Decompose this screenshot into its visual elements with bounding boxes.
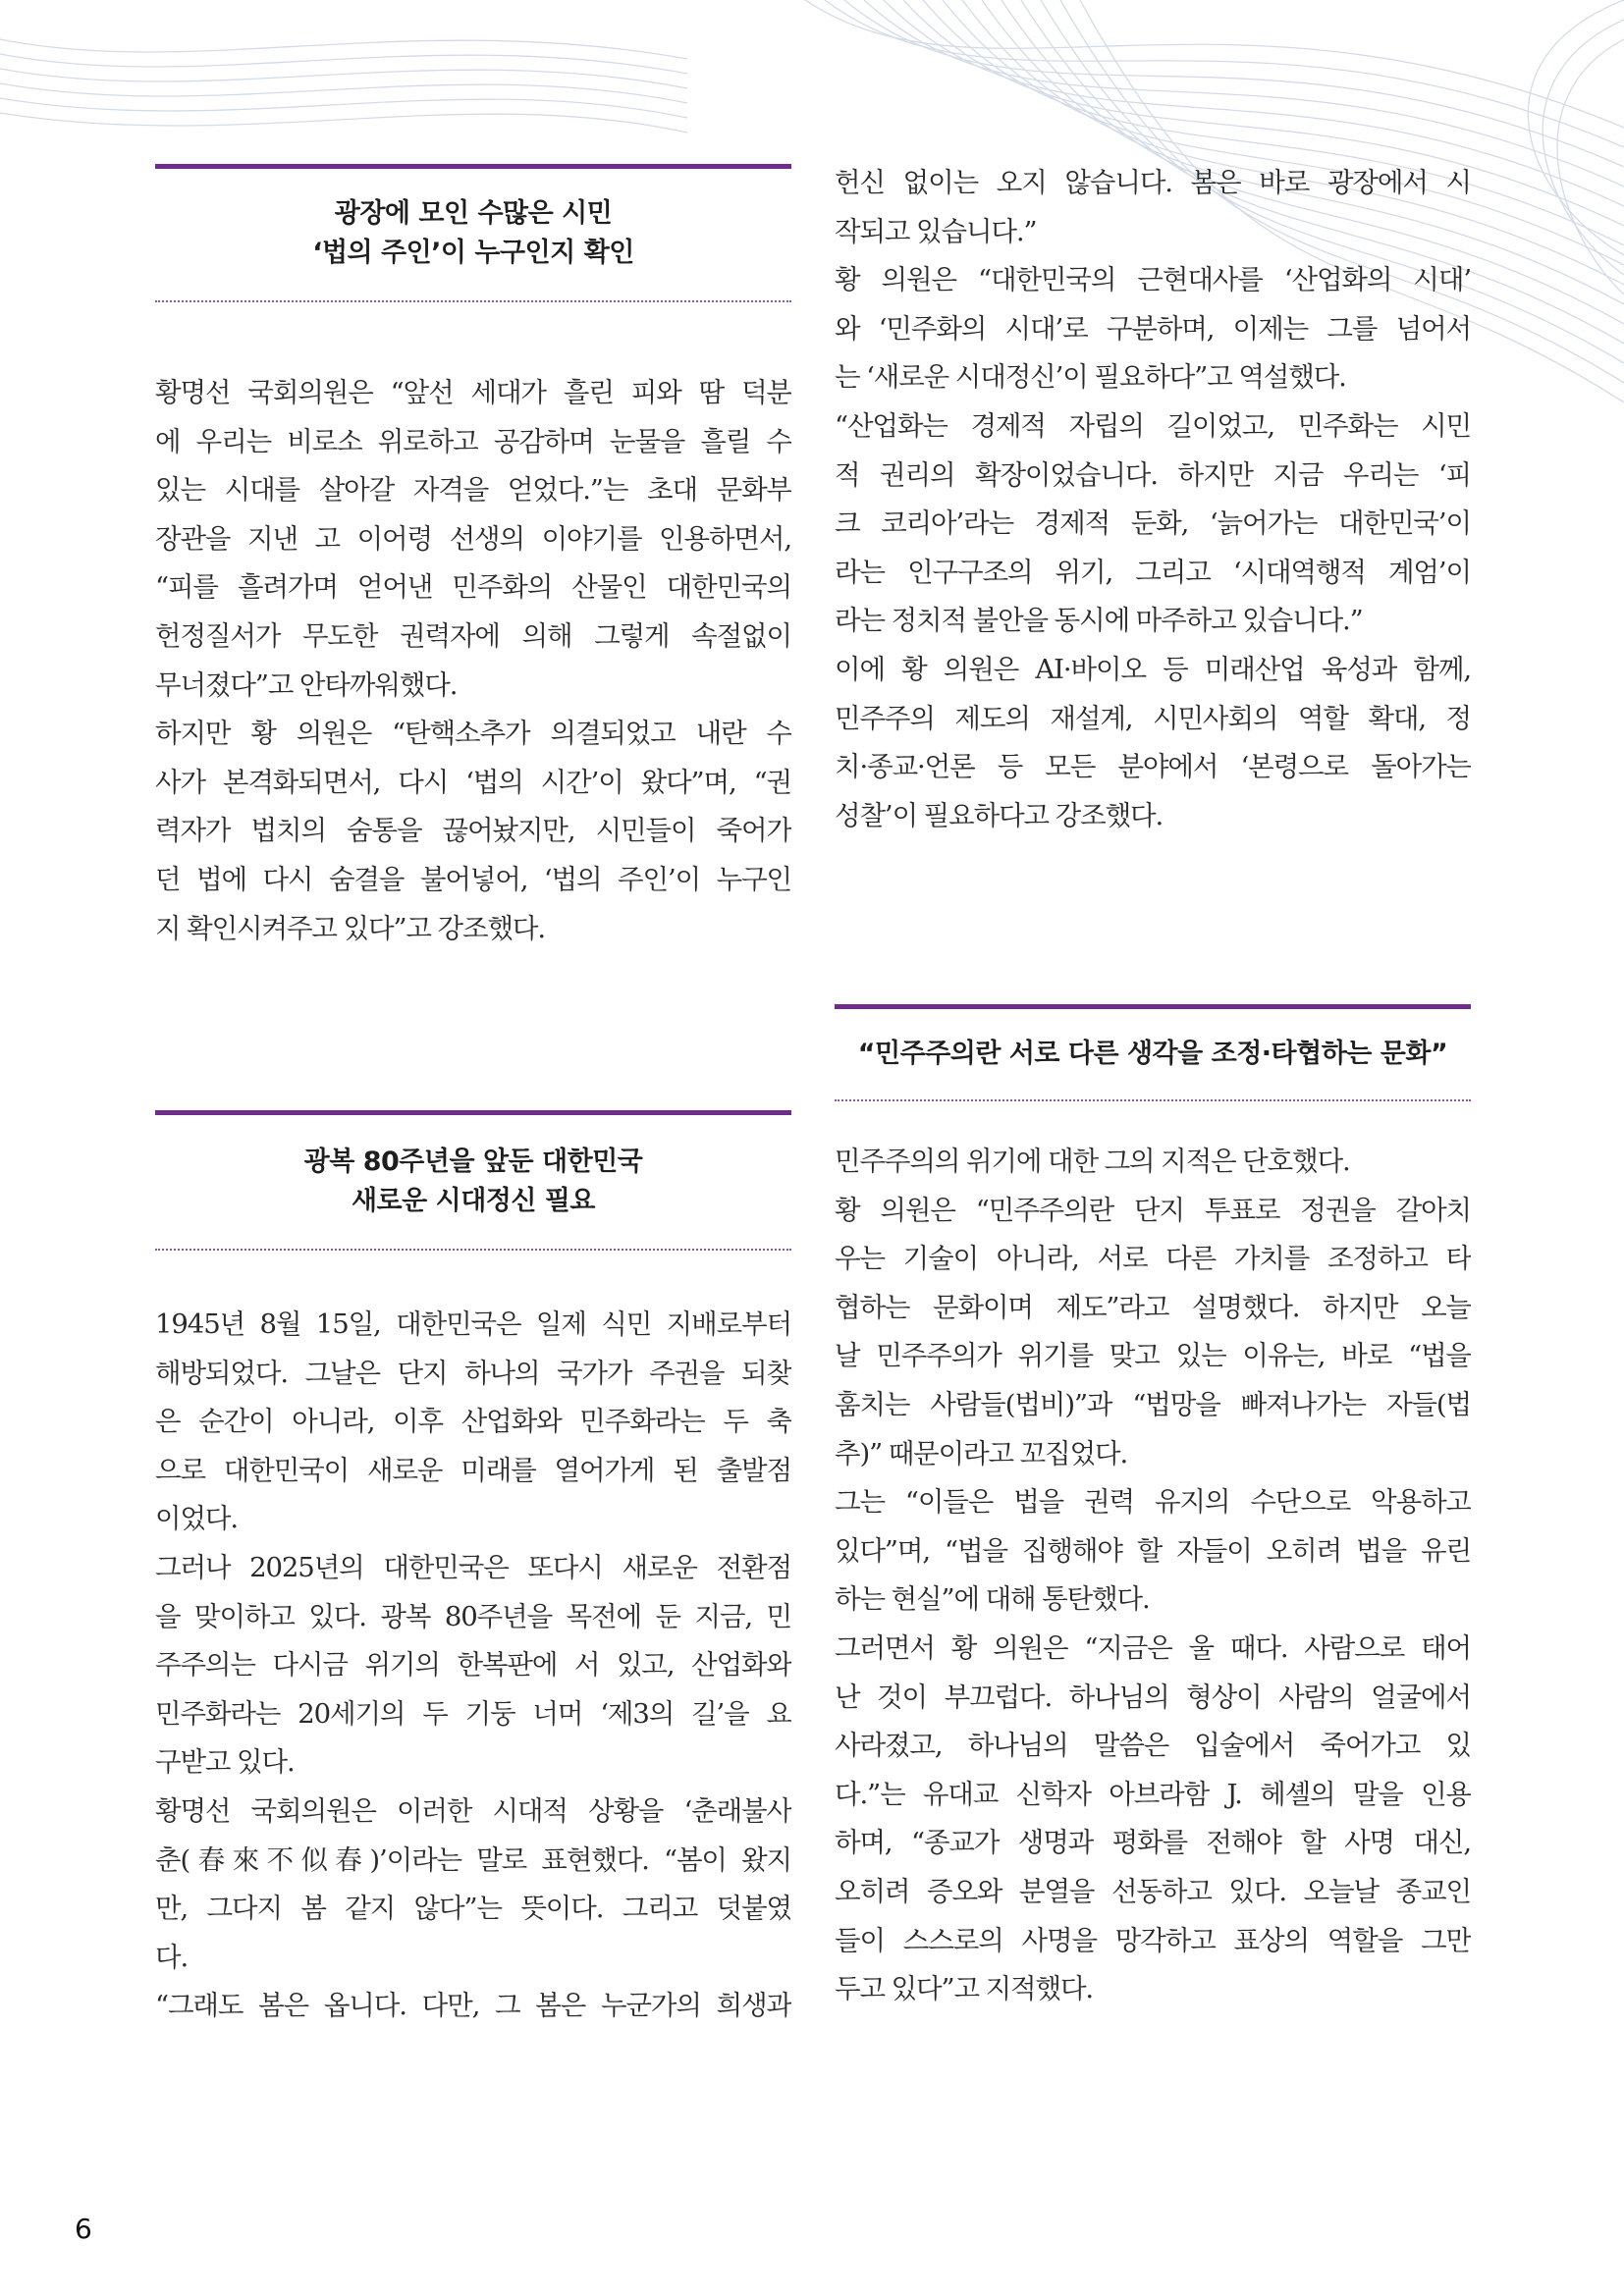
heading-dotted-rule (155, 300, 791, 302)
section-3-body (835, 1138, 1471, 2014)
body-line: 치·종교·언론 등 모든 분야에서 ‘본령으로 돌아가는 (835, 751, 1471, 783)
body-line: “산업화는 경제적 자립의 길이었고, 민주화는 시민 (835, 409, 1471, 442)
body-line: 라는 인구구조의 위기, 그리고 ‘시대역행적 계엄’이 (835, 556, 1471, 588)
body-line: 에 우리는 비로소 위로하고 공감하며 눈물을 흘릴 수 (155, 425, 791, 457)
body-line: 민주주의의 위기에 대한 그의 지적은 단호했다. (835, 1146, 1350, 1177)
body-line: 하지만 황 의원은 “탄핵소추가 의결되었고 내란 수 (155, 718, 791, 750)
body-line: 크 코리아’라는 경제적 둔화, ‘늙어가는 대한민국’이 (835, 507, 1471, 540)
body-line: 헌신 없이는 오지 않습니다. 봄은 바로 광장에서 시 (835, 167, 1471, 198)
body-line: 지 확인시켜주고 있다”고 강조했다. (155, 912, 546, 944)
heading-line: ‘법의 주인’이 누구인지 확인 (312, 238, 634, 268)
body-line: 민주주의 제도의 재설계, 시민사회의 역할 확대, 정 (835, 702, 1471, 734)
heading-line: 광장에 모인 수많은 시민 (334, 198, 613, 229)
body-line: 추)” 때문이라고 꼬집었다. (835, 1437, 1128, 1469)
body-line: “피를 흘려가며 얻어낸 민주화의 산물인 대한민국의 (155, 571, 791, 604)
section-heading-3 (835, 1004, 1471, 1101)
body-line: 춘(春來不似春)’이라는 말로 표현했다. “봄이 왔지 (155, 1843, 791, 1876)
body-line: 이에 황 의원은 AI·바이오 등 미래산업 육성과 함께, (835, 653, 1471, 685)
body-line: 무너졌다”고 안타까워했다. (155, 668, 458, 701)
section-heading-1 (155, 164, 791, 302)
body-line: 황 의원은 “대한민국의 근현대사를 ‘산업화의 시대’ (835, 264, 1471, 296)
section-1-body (155, 369, 791, 953)
heading-line: 새로운 시대정신 필요 (351, 1186, 596, 1216)
heading-dotted-rule (155, 1249, 791, 1251)
body-line: 황 의원은 “민주주의란 단지 투표로 정권을 갈아치 (835, 1194, 1471, 1226)
body-line: 던 법에 다시 숨결을 불어넣어, ‘법의 주인’이 누구인 (155, 863, 791, 895)
body-line: 다.”는 유대교 신학자 아브라함 J. 헤셸의 말을 인용 (835, 1778, 1471, 1810)
body-line: 들이 스스로의 사명을 망각하고 표상의 역할을 그만 (835, 1924, 1471, 1956)
body-line: 민주화라는 20세기의 두 기둥 너머 ‘제3의 길’을 요 (155, 1697, 791, 1730)
body-line: 해방되었다. 그날은 단지 하나의 국가가 주권을 되찾 (155, 1357, 791, 1389)
body-line: 적 권리의 확장이었습니다. 하지만 지금 우리는 ‘피 (835, 458, 1471, 491)
body-line: 두고 있다”고 지적했다. (835, 1973, 1094, 2005)
body-line: 장관을 지낸 고 이어령 선생의 이야기를 인용하면서, (155, 522, 791, 555)
body-line: 은 순간이 아니라, 이후 산업화와 민주화라는 두 축 (155, 1406, 791, 1438)
body-line: 그러나 2025년의 대한민국은 또다시 새로운 전환점 (155, 1551, 791, 1583)
body-line: 사가 본격화되면서, 다시 ‘법의 시간’이 왔다”며, “권 (155, 766, 791, 798)
body-line: 있는 시대를 살아갈 자격을 얻었다.”는 초대 문화부 (155, 474, 791, 507)
page-number: 6 (75, 2213, 92, 2245)
body-line: 날 민주주의가 위기를 맞고 있는 이유는, 바로 “법을 (835, 1340, 1471, 1372)
body-line: 그러면서 황 의원은 “지금은 울 때다. 사람으로 태어 (835, 1631, 1471, 1664)
body-line: 을 맞이하고 있다. 광복 80주년을 목전에 둔 지금, 민 (155, 1600, 791, 1632)
body-line: 하는 현실”에 대해 통탄했다. (835, 1583, 1150, 1616)
body-line: 오히려 증오와 분열을 선동하고 있다. 오늘날 종교인 (835, 1875, 1471, 1907)
body-line: 그는 “이들은 법을 권력 유지의 수단으로 악용하고 (835, 1486, 1471, 1519)
heading-line: “민주주의란 서로 다른 생각을 조정·타협하는 문화” (857, 1039, 1448, 1069)
body-line: 다. (155, 1941, 189, 1973)
body-line: 황명선 국회의원은 이러한 시대적 상황을 ‘춘래불사 (155, 1794, 791, 1827)
body-line: 이었다. (155, 1503, 239, 1535)
body-line: 황명선 국회의원은 “앞선 세대가 흘린 피와 땀 덕분 (155, 377, 791, 408)
body-line: 주주의는 다시금 위기의 한복판에 서 있고, 산업화와 (155, 1649, 791, 1682)
body-line: 라는 정치적 불안을 동시에 마주하고 있습니다.” (835, 605, 1363, 637)
body-line: 있다”며, “법을 집행해야 할 자들이 오히려 법을 유린 (835, 1534, 1471, 1567)
body-line: 구받고 있다. (155, 1746, 295, 1779)
body-line: “그래도 봄은 옵니다. 다만, 그 봄은 누군가의 희생과 (155, 1990, 791, 2022)
body-line: 성찰’이 필요하다고 강조했다. (835, 799, 1164, 831)
section-2-body (155, 1301, 791, 2031)
section-heading-2 (155, 1110, 791, 1251)
body-line: 1945년 8월 15일, 대한민국은 일제 식민 지배로부터 (155, 1308, 791, 1340)
body-line: 우는 기술이 아니라, 서로 다른 가치를 조정하고 타 (835, 1243, 1471, 1275)
continuation-body (835, 159, 1471, 840)
body-line: 와 ‘민주화의 시대’로 구분하며, 이제는 그를 넘어서 (835, 312, 1471, 345)
body-line: 협하는 문화이며 제도”라고 설명했다. 하지만 오늘 (835, 1291, 1471, 1323)
body-line: 헌정질서가 무도한 권력자에 의해 그렇게 속절없이 (155, 619, 791, 652)
body-line: 력자가 법치의 숨통을 끊어놨지만, 시민들이 죽어가 (155, 815, 791, 847)
body-line: 작되고 있습니다.” (835, 215, 1037, 247)
body-line: 하며, “종교가 생명과 평화를 전해야 할 사명 대신, (835, 1827, 1471, 1859)
body-line: 으로 대한민국이 새로운 미래를 열어가게 된 출발점 (155, 1454, 791, 1486)
body-line: 사라졌고, 하나님의 말씀은 입술에서 죽어가고 있 (835, 1730, 1471, 1762)
body-line: 난 것이 부끄럽다. 하나님의 형상이 사람의 얼굴에서 (835, 1681, 1471, 1713)
body-line: 는 ‘새로운 시대정신’이 필요하다”고 역설했다. (835, 361, 1346, 394)
body-line: 만, 그다지 봄 같지 않다”는 뜻이다. 그리고 덧붙였 (155, 1893, 791, 1925)
body-line: 훔치는 사람들(법비)”과 “법망을 빠져나가는 자들(법 (835, 1388, 1471, 1420)
heading-line: 광복 80주년을 앞둔 대한민국 (303, 1147, 643, 1177)
heading-dotted-rule (835, 1099, 1471, 1101)
